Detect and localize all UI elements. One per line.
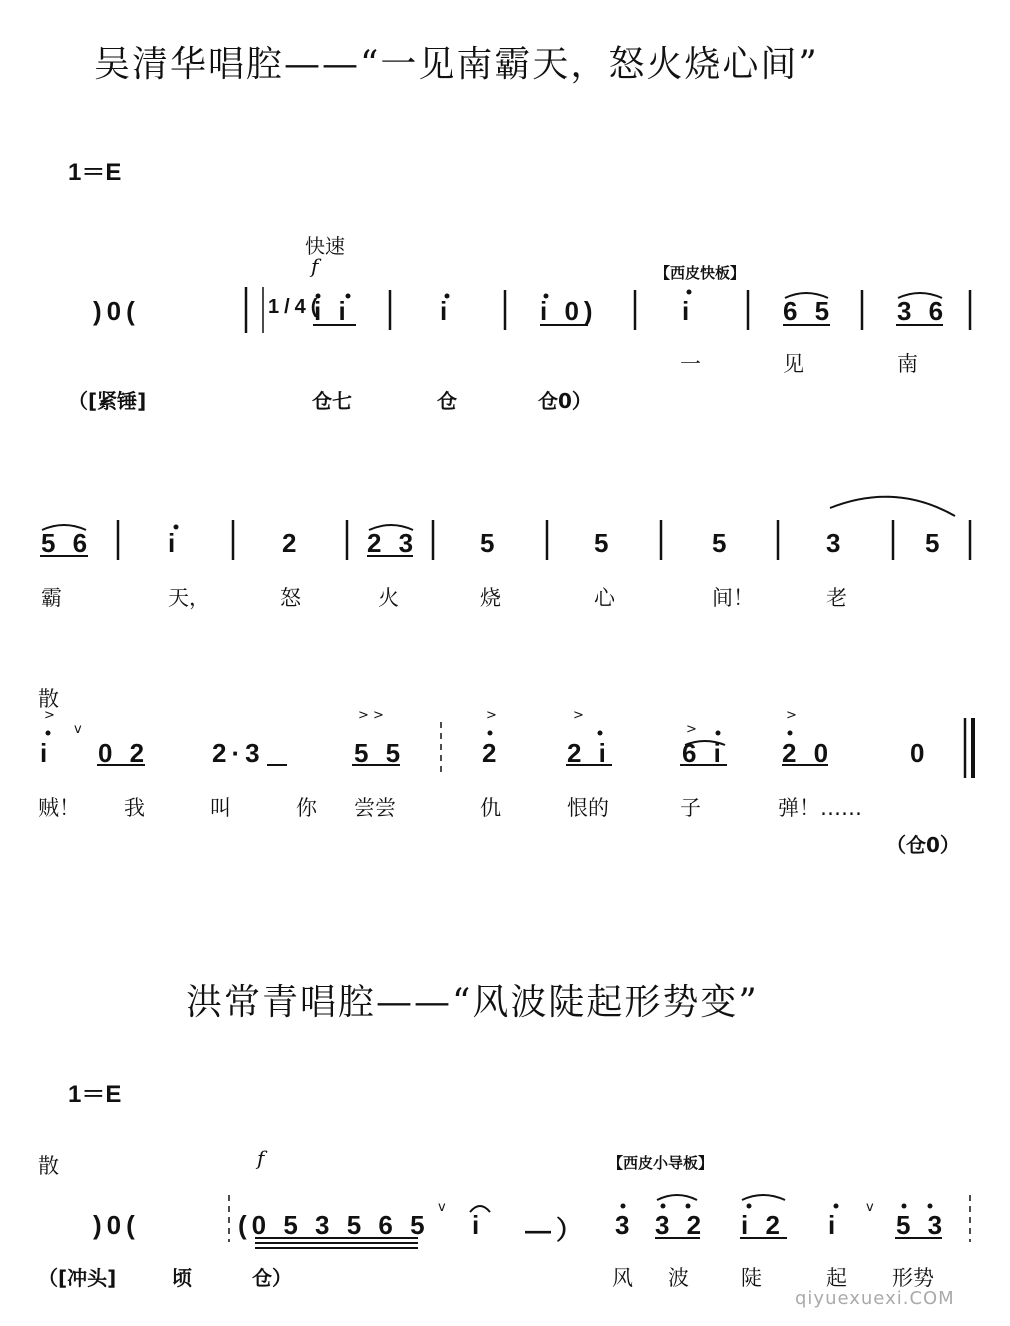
breath-mark: v [438,1200,446,1215]
watermark: qiyuexuexi.COM [795,1288,955,1309]
accent-mark: > [44,708,55,723]
section-label: 【西皮小导板】 [608,1154,714,1172]
note: 2 [282,528,302,558]
lyric: 见 [783,352,804,376]
lyric: 弹！…… [778,796,862,820]
dynamic-mark: f [257,1146,265,1170]
lyric: 霸 [41,586,62,610]
lyric: 你 [296,796,317,820]
note: 5 [480,528,500,558]
note: 5 [594,528,614,558]
accent-mark: > [786,708,797,723]
accent-mark: > [486,708,497,723]
lyric: 天， [168,586,210,610]
time-signature: 1/4( [268,296,323,318]
lyric: 贼！ [38,796,80,820]
percussion: 仓） [252,1266,292,1290]
note: i [828,1210,841,1240]
note: 0 2 [98,738,150,768]
lyric: 叫 [210,796,231,820]
note: 6 5 [783,296,835,326]
note: 5 3 [896,1210,948,1240]
lyric: 烧 [480,586,501,610]
note: (0 5 3 5 6 5 [238,1210,430,1240]
note: —） [525,1215,588,1245]
lyric: 间！ [712,586,754,610]
lyric: 陡 [741,1266,762,1290]
accent-mark: > [686,722,697,737]
note: 2 0 [782,738,834,768]
note: i 0) [540,296,598,326]
lyric: 心 [594,586,615,610]
percussion: （仓0） [886,833,960,857]
piece2-key-signature: 1＝E [68,1081,122,1108]
accent-mark: > [573,708,584,723]
breath-mark: v [866,1200,874,1215]
lyric: 恨的 [567,796,609,820]
lyric: 波 [668,1266,689,1290]
piece2-title: 洪常青唱腔——“风波陡起形势变” [186,982,759,1023]
percussion: 仓 [437,389,457,413]
note: 5 5 [354,738,406,768]
lyric: 我 [124,796,145,820]
dynamic-mark: f [311,254,319,278]
percussion: （[紧锤] [68,389,147,413]
lyric: 风 [612,1266,633,1290]
note: 3 6 [897,296,949,326]
lyric: 老 [826,586,847,610]
note: 0 [910,738,930,768]
note: 2·3 [212,738,265,768]
note: )0( [93,296,140,326]
note: 5 [712,528,732,558]
lyric: 形势 [892,1266,934,1290]
lyric: 南 [897,352,918,376]
breath-mark: v [74,722,82,737]
lyric: 子 [680,796,701,820]
percussion: 仓七 [312,389,352,413]
lyric: 怒 [280,586,301,610]
note: i [40,738,53,768]
piece1-title: 吴清华唱腔——“一见南霸天，怒火烧心间” [94,44,819,85]
percussion: 仓0） [538,389,592,413]
section-label: 【西皮快板】 [655,264,746,282]
note: i [440,296,453,326]
note: 2 i [567,738,611,768]
note: 5 [925,528,945,558]
lyric: 火 [378,586,399,610]
note: 2 3 [367,528,419,558]
lyric: 仇 [480,796,501,820]
note: i [168,528,181,558]
note: i [472,1210,485,1240]
accent-mark: > > [358,708,384,723]
note: i i [314,296,351,326]
lyric: 一 [680,352,701,376]
note: i 2 [741,1210,785,1240]
note: i [682,296,695,326]
note: 2 [482,738,502,768]
note: 3 [826,528,846,558]
free-tempo-mark: 散 [38,1154,59,1178]
percussion: （[冲头] [38,1266,117,1290]
note: 3 2 [655,1210,707,1240]
free-tempo-mark: 散 [38,687,59,711]
note: 5 6 [41,528,93,558]
note: 3 [615,1210,635,1240]
lyric: 起 [826,1266,847,1290]
piece1-key-signature: 1＝E [68,159,122,186]
percussion: 顷 [172,1266,192,1290]
note: )0( [93,1210,140,1240]
note: 6 i [682,738,726,768]
tempo-mark: 快速 [305,234,345,258]
lyric: 尝尝 [354,796,396,820]
